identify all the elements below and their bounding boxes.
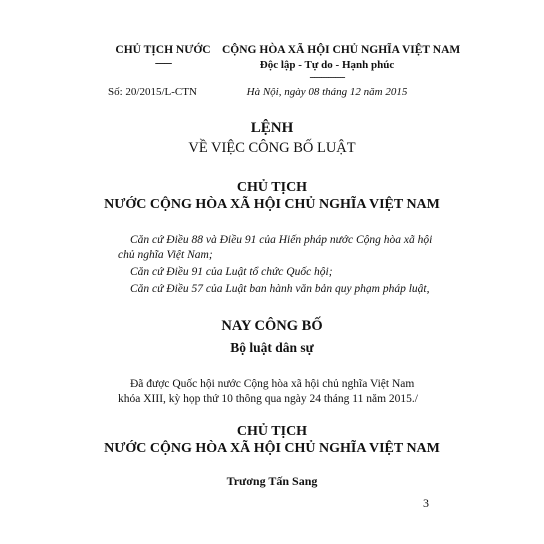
promulgation-heading: NAY CÔNG BỐ — [221, 318, 323, 334]
body-text-line: Đã được Quốc hội nước Cộng hòa xã hội chủ nghĩa Việt Nam — [130, 378, 415, 390]
legal-basis-line: chủ nghĩa Việt Nam; — [118, 249, 213, 261]
authority-title: CHỦ TỊCH — [236, 180, 308, 195]
body-text-line: khóa XIII, kỳ họp thứ 10 thông qua ngày 24 tháng 11 năm 2015./ — [118, 393, 418, 405]
law-name: Bộ luật dân sự — [230, 340, 314, 355]
document-subtitle: VỀ VIỆC CÔNG BỐ LUẬT — [188, 140, 356, 156]
page-number: 3 — [423, 496, 429, 510]
closing-nation: NƯỚC CỘNG HÒA XÃ HỘI CHỦ NGHĨA VIỆT NAM — [104, 441, 440, 456]
document-title: LỆNH — [250, 120, 294, 136]
legal-basis-line: Căn cứ Điều 88 và Điều 91 của Hiến pháp nước Cộng hòa xã hội — [130, 234, 433, 246]
motto-underline: --------------- — [309, 72, 345, 83]
authority-nation: NƯỚC CỘNG HÒA XÃ HỘI CHỦ NGHĨA VIỆT NAM — [104, 197, 440, 212]
legal-basis-line: Căn cứ Điều 57 của Luật ban hành văn bản quy phạm pháp luật, — [130, 283, 430, 295]
signer-name: Trương Tấn Sang — [226, 474, 318, 488]
national-motto: Độc lập - Tự do - Hạnh phúc — [259, 59, 395, 71]
place-and-date: Hà Nội, ngày 08 tháng 12 năm 2015 — [246, 86, 408, 98]
legal-basis-line: Căn cứ Điều 91 của Luật tổ chức Quốc hội; — [130, 266, 333, 278]
document-number: Số: 20/2015/L-CTN — [108, 86, 197, 98]
issuer-underline: ------- — [154, 58, 172, 69]
nation-title: CỘNG HÒA XÃ HỘI CHỦ NGHĨA VIỆT NAM — [222, 44, 461, 56]
issuer-title: CHỦ TỊCH NƯỚC — [115, 44, 211, 56]
closing-title: CHỦ TỊCH — [236, 424, 308, 439]
